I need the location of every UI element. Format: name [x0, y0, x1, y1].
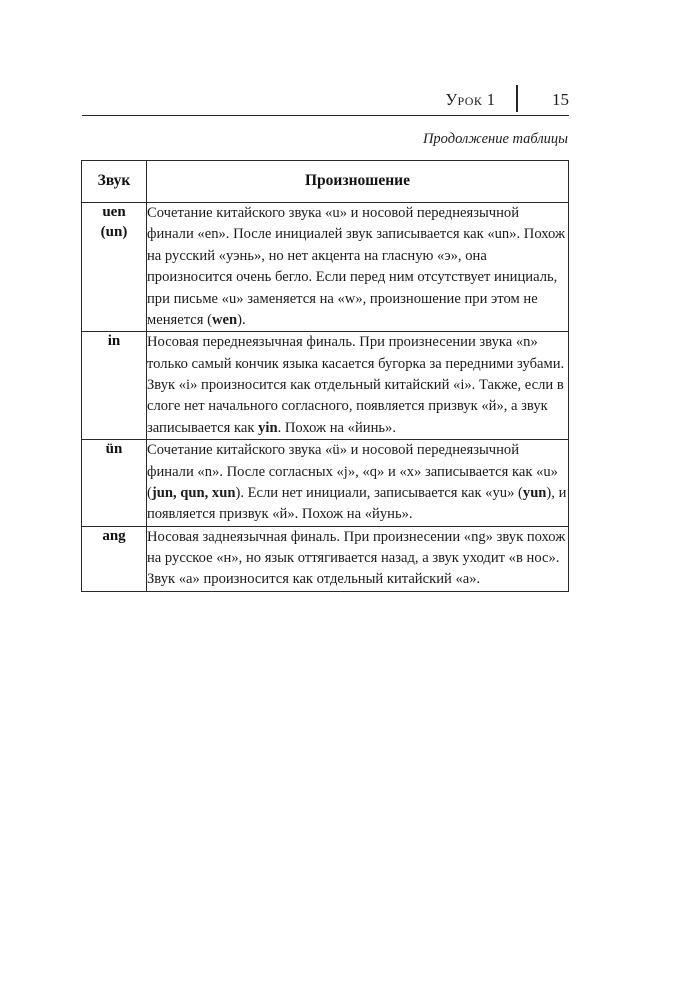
- column-header-sound: Звук: [82, 161, 147, 203]
- sound-label: ün: [105, 441, 123, 458]
- page-number: 15: [552, 90, 569, 109]
- pinyin-emphasis: jun, qun, xun: [151, 484, 236, 501]
- table-header-row: [82, 161, 569, 203]
- cell-sound: [82, 203, 147, 332]
- cell-sound: [82, 332, 147, 440]
- cell-pronunciation: [147, 526, 569, 591]
- sound-label: uen: [102, 204, 126, 220]
- running-head-lesson-label: Урок 1: [445, 89, 496, 109]
- cell-sound: [82, 526, 147, 591]
- pinyin-emphasis: yun: [522, 484, 547, 501]
- pronunciation-text: Сочетание китайского звука «u» и носовой переднеязычной финали «en». После инициалей звук записывается как «un». Похож на русский «уэнь», но нет акцента на гласную «э», она произносится очень бегло. Если перед ним отсутствует инициаль, при письме «u» заменяется на «w», произношение при этом не меняется (wen).: [147, 205, 566, 328]
- sound-label: in: [107, 333, 121, 350]
- pinyin-emphasis: wen: [211, 311, 238, 328]
- table-continued-caption: Продолжение таблицы: [422, 131, 568, 147]
- table-row: [82, 203, 569, 332]
- running-head-inner: [445, 86, 569, 111]
- table-head: [82, 161, 569, 203]
- table-row: [82, 526, 569, 591]
- sound-label: ang: [102, 527, 126, 544]
- column-header-pronunciation: Произношение: [147, 161, 569, 203]
- pronunciation-text: Носовая заднеязычная финаль. При произнесении «ng» звук похож на русское «н», но язык оттягивается назад, а звук уходит «в нос». Звук «a» произносится как отдельный китайский «a».: [147, 528, 566, 588]
- table-row: [82, 440, 569, 527]
- pronunciation-table: [81, 160, 569, 592]
- cell-pronunciation: [147, 440, 569, 527]
- sound-label-alt: (un): [100, 223, 128, 240]
- cell-pronunciation: [147, 332, 569, 440]
- cell-pronunciation: [147, 203, 569, 332]
- pinyin-emphasis: yin: [258, 419, 278, 436]
- pronunciation-text: Сочетание китайского звука «ü» и носовой переднеязычной финали «n». После согласных «j», «q» и «x» записывается как «u» (jun, qun, xun). Если нет инициали, записывается как «yu» (yun), и появляется призвук «й». Похож на «йунь».: [147, 442, 567, 523]
- pronunciation-text: Носовая переднеязычная финаль. При произнесении звука «n» только самый кончик языка касается бугорка за передними зубами. Звук «i» произносится как отдельный китайский «i». Также, если в слоге нет начального согласного, появляется призвук «й», а звук записывается как yin. Похож на «йинь».: [147, 334, 565, 436]
- table-row: [82, 332, 569, 440]
- cell-sound: [82, 440, 147, 527]
- table-body: [82, 203, 569, 592]
- running-head: [82, 86, 569, 116]
